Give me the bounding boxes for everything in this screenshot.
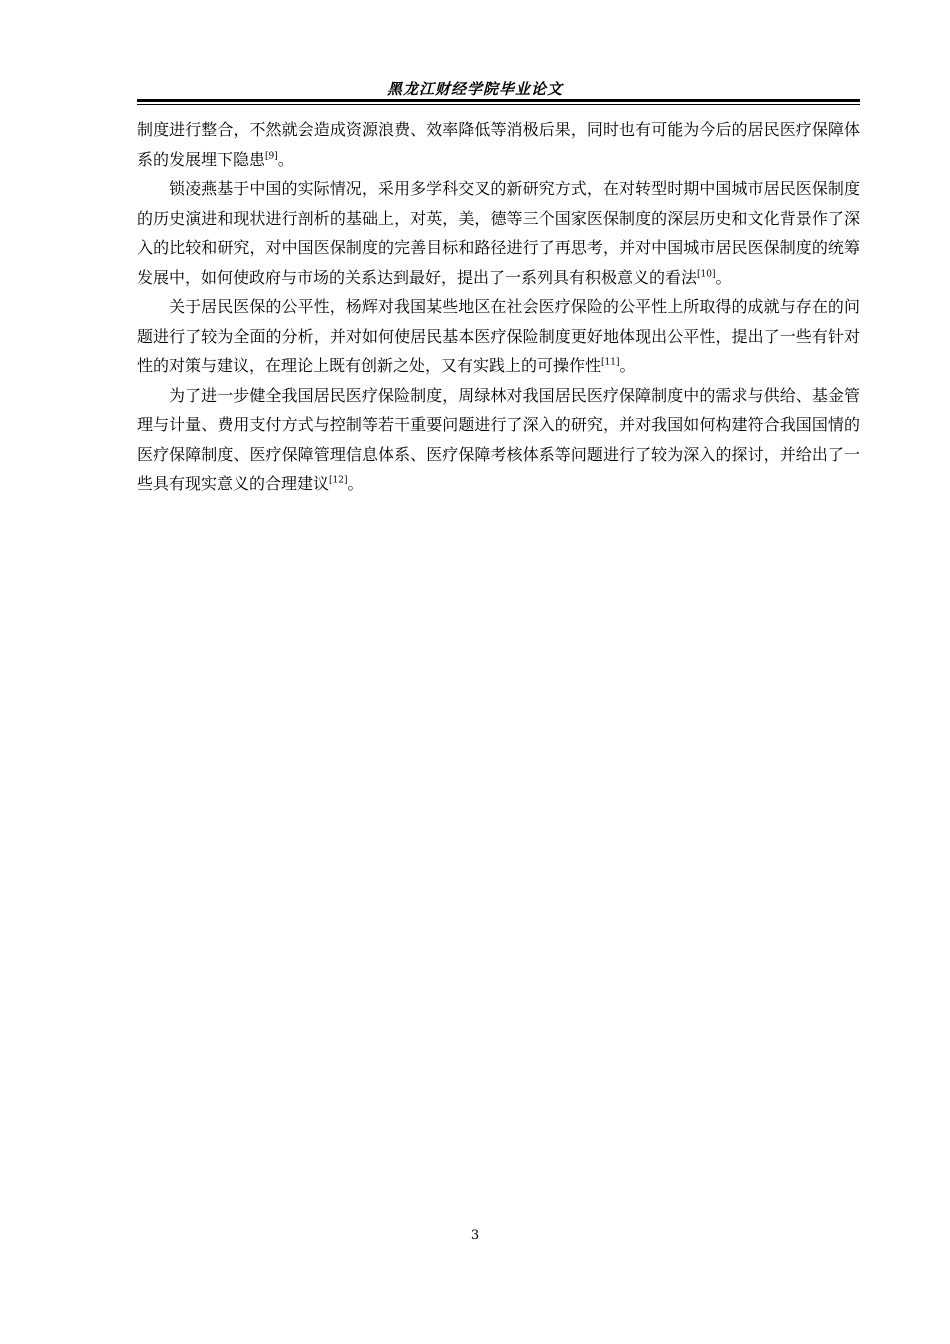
header-rule-thick (137, 99, 860, 102)
page-header-title: 黑龙江财经学院毕业论文 (386, 80, 563, 98)
page-number: 3 (470, 1228, 480, 1243)
paragraph-continued: 制度进行整合，不然就会造成资源浪费、效率降低等消极后果，同时也有可能为今后的居民医疗保障体系的发展埋下隐患[9]。 (137, 120, 860, 169)
citation-marker: [11] (601, 357, 620, 368)
paragraph: 为了进一步健全我国居民医疗保险制度，周绿林对我国居民医疗保障制度中的需求与供给、基金管理与计量、费用支付方式与控制等若干重要问题进行了深入的研究，并对我国如何构建符合我国国情的医疗保障制度、医疗保障管理信息体系、医疗保障考核体系等问题进行了较为深入的探讨，并给出了一些具有现实意义的合理建议[12]。 (137, 385, 860, 493)
body-text (137, 115, 860, 499)
citation-marker: [10] (697, 269, 716, 280)
header-rule-thin (137, 104, 860, 105)
citation-marker: [9] (265, 151, 278, 162)
paragraph: 关于居民医保的公平性，杨辉对我国某些地区在社会医疗保险的公平性上所取得的成就与存在的问题进行了较为全面的分析，并对如何使居民基本医疗保险制度更好地体现出公平性，提出了一些有针对性的对策与建议，在理论上既有创新之处，又有实践上的可操作性[11]。 (137, 297, 860, 375)
citation-marker: [12] (329, 475, 348, 486)
paragraph: 锁凌燕基于中国的实际情况，采用多学科交叉的新研究方式，在对转型时期中国城市居民医保制度的历史演进和现状进行剖析的基础上，对英，美，德等三个国家医保制度的深层历史和文化背景作了深入的比较和研究，对中国医保制度的完善目标和路径进行了再思考，并对中国城市居民医保制度的统筹发展中，如何使政府与市场的关系达到最好，提出了一系列具有积极意义的看法[10]。 (137, 179, 860, 287)
